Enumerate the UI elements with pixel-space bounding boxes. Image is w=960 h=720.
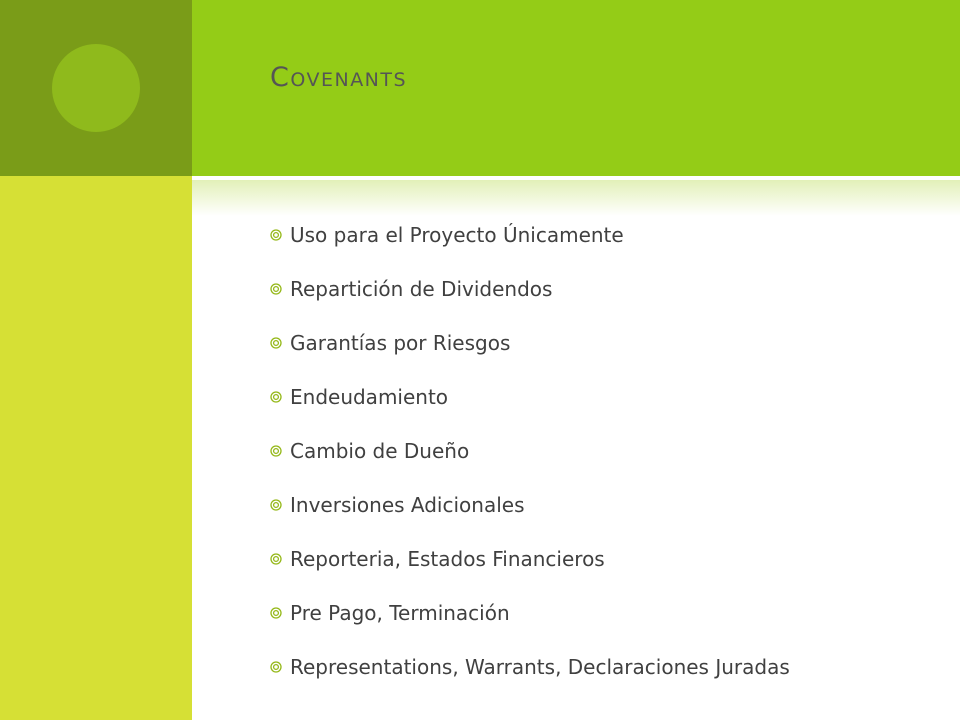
bullet-item (270, 532, 790, 586)
bullet-item (270, 640, 790, 694)
bullet-label: Inversiones Adicionales (290, 493, 525, 517)
target-bullet-icon (270, 661, 282, 673)
bullet-item (270, 478, 790, 532)
bullet-label: Cambio de Dueño (290, 439, 470, 463)
target-bullet-icon (270, 499, 282, 511)
target-bullet-icon (270, 283, 282, 295)
target-bullet-icon (270, 337, 282, 349)
bullet-label: Endeudamiento (290, 385, 449, 409)
bullet-item (270, 586, 790, 640)
target-bullet-icon (270, 553, 282, 565)
decorative-circle (52, 44, 140, 132)
bullet-label: Uso para el Proyecto Únicamente (290, 223, 624, 247)
bullet-item (270, 208, 790, 262)
bullet-label: Pre Pago, Terminación (290, 601, 510, 625)
bullet-label: Representations, Warrants, Declaraciones Juradas (290, 655, 790, 679)
bullet-list (270, 208, 790, 694)
bullet-label: Repartición de Dividendos (290, 277, 553, 301)
bullet-item (270, 316, 790, 370)
slide-title: Covenants (270, 62, 408, 93)
left-bottom-panel (0, 176, 192, 720)
bullet-item (270, 370, 790, 424)
bullet-label: Reporteria, Estados Financieros (290, 547, 605, 571)
target-bullet-icon (270, 229, 282, 241)
bullet-item (270, 424, 790, 478)
target-bullet-icon (270, 607, 282, 619)
target-bullet-icon (270, 445, 282, 457)
bullet-label: Garantías por Riesgos (290, 331, 511, 355)
target-bullet-icon (270, 391, 282, 403)
bullet-item (270, 262, 790, 316)
